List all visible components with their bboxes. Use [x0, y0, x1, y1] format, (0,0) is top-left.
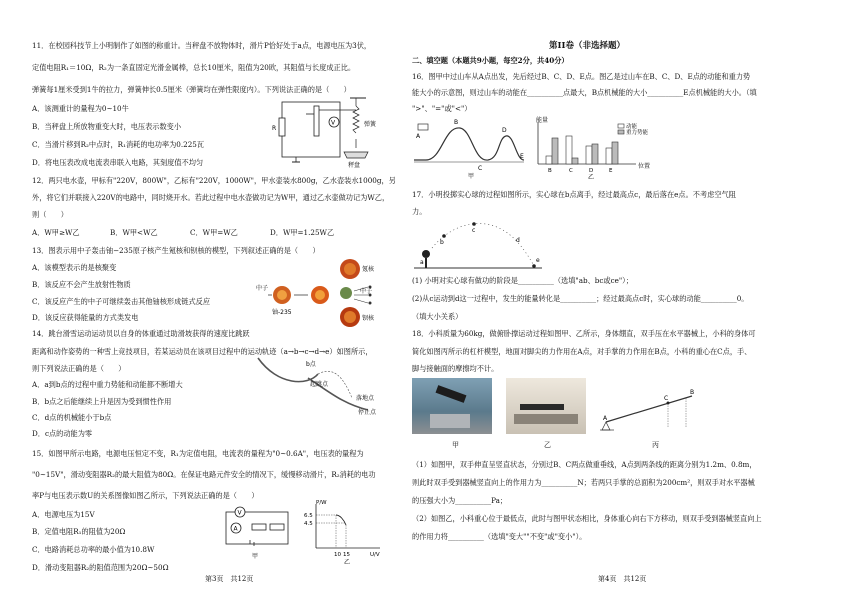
- svg-text:V: V: [237, 509, 242, 517]
- q11-option-b: B．当秤盘上所放物重变大时，电压表示数变小: [32, 122, 182, 131]
- q14-landing-label: 落地点: [356, 395, 375, 402]
- q17-pt-d: d: [516, 237, 520, 244]
- q14-option-d: D．c点的动能为零: [32, 429, 93, 438]
- q16-line-2: 能大小的示意图，则过山车的动能在__________点最大，B点机械能的大小__________E点机械能的大小。（填: [412, 88, 757, 97]
- q17-item-2: (2)从c运动到d这一过程中，发生的能量转化是__________；经过最高点c时，实心球的动能__________0。: [412, 294, 749, 303]
- q15-pw-axis-label: P/W: [316, 500, 327, 506]
- q16-jia-label: 甲: [468, 173, 475, 180]
- q17-item-3: （填大小关系）: [412, 312, 463, 321]
- q13-neutron-label: 中子: [256, 285, 269, 292]
- q12-option-c: C．W甲=W乙: [190, 228, 238, 237]
- q15-tick-10: 10: [334, 552, 341, 558]
- q14-line-1: 14．跳台滑雪运动运动员以自身的体重通过助滑坡获得的速度比跳跃: [32, 329, 250, 338]
- q16-line-3: ">"、"="或"<"）: [412, 104, 472, 113]
- q15-tick-15: 15: [343, 552, 350, 558]
- q17-pt-c: c: [472, 227, 476, 234]
- q17-pt-e: e: [536, 257, 540, 264]
- q11-option-d: D．将电压表改成电流表串联入电路，其刻度值不均匀: [32, 158, 204, 167]
- q16-pt-a: A: [416, 133, 421, 140]
- svg-text:R: R: [272, 125, 277, 132]
- q18-bing-label: 丙: [652, 441, 659, 449]
- q14-stop-label: 停止点: [358, 409, 377, 416]
- q12-line-3: 则（ ）: [32, 210, 68, 219]
- q18-pt-a: A: [603, 415, 608, 422]
- right-page-footer: 第4页 共12页: [598, 575, 647, 583]
- q16-bar-b: B: [548, 168, 552, 174]
- q11-option-c: C．当滑片移到R₂中点时，R₁消耗的电功率为0.225瓦: [32, 140, 205, 149]
- q13-fission-figure: [258, 257, 388, 329]
- q13-option-a: A．该模型表示的是核聚变: [32, 263, 117, 272]
- q16-bar-e: E: [609, 168, 613, 174]
- svg-text:V: V: [331, 119, 336, 127]
- q18-jia-label: 甲: [452, 441, 459, 449]
- q11-line-2: 定值电阻R₁＝10Ω，R₂为一条直固定光滑金属棒，总长10厘米，阻值为20欧，其阻值与长度成正比。: [32, 63, 356, 72]
- q16-position-axis: 位置: [638, 163, 651, 170]
- q15-tick-6.5: 6.5: [304, 513, 313, 519]
- part-ii-title: 第II卷（非选择题）: [549, 41, 625, 51]
- q14-line-3: 则下列说法正确的是（ ）: [32, 364, 126, 373]
- q13-ba-label: 钡核: [362, 315, 375, 322]
- q18-item-1-line-3: 的压强大小为__________Pa；: [412, 496, 508, 505]
- q18-line-3: 脚与接触面的摩擦均不计。: [412, 364, 499, 373]
- q16-pt-b: B: [454, 119, 459, 126]
- q16-legend-potential: 重力势能: [626, 130, 649, 136]
- q15-option-a: A．电源电压为15V: [32, 510, 95, 519]
- q16-bar-c: C: [569, 168, 573, 174]
- q18-pushup-photo-jia: [412, 378, 492, 434]
- q14-b-point-label: b点: [306, 361, 316, 368]
- q18-line-2: 简化如图丙所示的杠杆模型，地面对脚尖的力作用在A点，对手掌的力作用在B点，小科的重心在C点，手、: [412, 347, 752, 356]
- q15-option-b: B．定值电阻R₁的阻值为20Ω: [32, 527, 126, 536]
- q15-yi-label: 乙: [344, 559, 351, 566]
- q16-pt-d: D: [502, 127, 507, 134]
- q13-option-c: C．该反应产生的中子可继续轰击其他铀核形成链式反应: [32, 297, 211, 306]
- q14-takeoff-label: 起跳点: [310, 381, 329, 388]
- q15-circuit-graph-figure: [220, 498, 390, 566]
- q13-option-d: D．该反应获得能量的方式类发电: [32, 313, 139, 322]
- q11-option-a: A．该测重计的量程为0~10牛: [32, 104, 129, 113]
- q11-weighing-scale-figure: [272, 92, 378, 170]
- q12-option-d: D．W甲=1.25W乙: [270, 228, 335, 237]
- q18-item-2-line-1: （2）如图乙，小科重心位于最低点，此时与图甲状态相比，身体重心向右下方移动，则双手受到器械竖直向上: [412, 514, 762, 523]
- q13-kr-label: 氪核: [362, 266, 375, 273]
- q14-option-c: C．d点的机械能小于b点: [32, 413, 112, 422]
- svg-text:A: A: [233, 525, 238, 533]
- q13-neutron-label-2: 中子: [360, 288, 373, 295]
- left-page-footer: 第3页 共12页: [205, 575, 254, 583]
- q14-ski-jump-figure: [248, 346, 378, 416]
- q18-yi-label: 乙: [544, 441, 551, 449]
- q16-pt-e: E: [520, 153, 524, 160]
- q12-line-1: 12．两只电水壶，甲标有"220V，800W"，乙标有"220V，1000W"，甲水壶装水800g，乙水壶装水1000g，另: [32, 176, 396, 185]
- q18-line-1: 18．小科质量为60kg，做俯卧撑运动过程如图甲、乙所示，身体绷直，双手压在水平器械上，小科的身体可: [412, 329, 756, 338]
- q18-pt-b: B: [690, 389, 695, 396]
- q11-pan-label: 秤盘: [348, 162, 361, 169]
- q18-lever-model-figure: [600, 384, 710, 434]
- q16-pt-c: C: [478, 165, 483, 172]
- q14-option-b: B．b点之后能继续上升是因为受到惯性作用: [32, 397, 172, 406]
- q15-jia-label: 甲: [252, 553, 259, 560]
- q16-yi-label: 乙: [588, 174, 595, 181]
- q13-option-b: B．该反应不会产生放射性物质: [32, 280, 131, 289]
- q17-pt-b: b: [440, 239, 444, 246]
- q16-legend-kinetic: 动能: [626, 124, 638, 130]
- q15-option-d: D．滑动变阻器R₂的阻值范围为20Ω~50Ω: [32, 563, 169, 572]
- q17-pt-a: a: [420, 259, 424, 266]
- q18-pt-c: C: [664, 395, 669, 402]
- q12-line-2: 外，将它们并联接入220V的电路中，同时烧开水。若此过程中电水壶做功记为W甲，通过乙水壶做功记为W乙，: [32, 193, 390, 202]
- q16-bar-d: D: [589, 168, 594, 174]
- q14-line-2: 距离和动作姿势的一种雪上竞技项目，若某运动员在该项目过程中的运动轨迹（a→b→c→d→e）如图所示，: [32, 347, 373, 356]
- q16-line-1: 16．图甲中过山车从A点出发，先后经过B、C、D、E点。图乙是过山车在B、C、D、E点的动能和重力势: [412, 72, 751, 81]
- q12-option-a: A．W甲≥W乙: [32, 228, 80, 237]
- q17-item-1: (1) 小明对实心球有做功的阶段是__________（选填"ab、bc或ce"）；: [412, 276, 633, 285]
- q13-line-1: 13．图表示用中子轰击铀−235原子核产生氪核和钡核的模型，下列叙述正确的是（ ）: [32, 246, 320, 255]
- q13-u235-label: 铀-235: [272, 309, 292, 316]
- q18-item-2-line-2: 的作用力将__________（选填"变大""不变"或"变小"）。: [412, 532, 587, 541]
- q14-option-a: A．a到b点的过程中重力势能和动能都不断增大: [32, 380, 183, 389]
- q16-energy-axis: 能量: [536, 117, 549, 124]
- q15-line-3: 率P与电压表示数U的关系图像如图乙所示，下列说法正确的是（ ）: [32, 491, 259, 500]
- q18-item-1-line-1: （1）如图甲，双手伸直呈竖直状态，分别过B、C两点做重垂线，A点到两条线的距离分别为1.2m、0.8m，: [412, 460, 757, 469]
- q17-shot-put-figure: [412, 218, 552, 274]
- q11-line-3: 弹簧每1厘米受到1牛的拉力，弹簧伸长0.5厘米（弹簧均在弹性限度内）。下列说法正确的是（ ）: [32, 85, 351, 94]
- q12-option-b: B．W甲<W乙: [110, 228, 158, 237]
- q15-option-c: C．电路消耗总功率的最小值为10.8W: [32, 545, 155, 554]
- q17-line-2: 力。: [412, 207, 427, 216]
- q15-uv-axis-label: U/V: [370, 552, 380, 558]
- q11-spring-label: 弹簧: [364, 121, 377, 128]
- fill-in-section-heading: 二、填空题（本题共9小题，每空2分，共40分）: [412, 56, 569, 65]
- q15-line-2: "0~15V"，滑动变阻器R₂的最大阻值为80Ω。在保证电路元件安全的情况下，缓慢移动滑片，R₂消耗的电功: [32, 470, 376, 479]
- q15-tick-4.5: 4.5: [304, 521, 313, 527]
- q17-line-1: 17．小明投掷实心球的过程如图所示，实心球在b点离手，经过最高点c，最后落在e点。不考虑空气阻: [412, 190, 736, 199]
- q18-item-1-line-2: 则此时双手受到器械竖直向上的作用力为__________N；若两只手掌的总面积为200cm²，则双手对水平器械: [412, 478, 755, 487]
- q15-line-1: 15．如图甲所示电路，电源电压恒定不变，R₁为定值电阻，电流表的量程为"0~0.6A"，电压表的量程为: [32, 449, 364, 458]
- q18-pushup-photo-yi: [506, 378, 586, 434]
- q11-line-1: 11．在校园科技节上小明制作了如图的称重计。当秤盘不放物体时，滑片P恰好处于a点，电源电压为3伏，: [32, 41, 372, 50]
- q16-roller-coaster-figure: [412, 118, 662, 180]
